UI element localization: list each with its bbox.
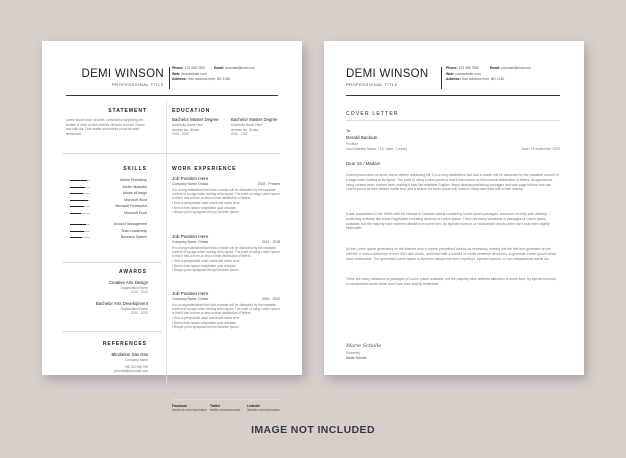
resume-page	[42, 41, 302, 413]
skill-label: Microsoft Word	[124, 197, 147, 202]
cover-letter-heading: COVER LETTER	[346, 111, 399, 117]
awards-heading: AWARDS	[119, 269, 147, 275]
skill-label: Adobe Photoshop	[120, 178, 147, 182]
signer-name: Marie Scholle	[346, 356, 367, 360]
skill-bar	[70, 193, 90, 194]
skill-bar-fill	[70, 187, 85, 188]
social-facebook: Facebook facebook.com/username	[172, 404, 207, 413]
job-dates: 2015 - Present	[257, 182, 280, 186]
job-title: Job Position Here	[172, 176, 209, 181]
letter-contact-left: Phone: 123 456 7890 Web: yourwebsite.com Address: Your address here, BD 1230	[446, 66, 505, 82]
skill-bar	[70, 206, 90, 207]
recipient-name: Derald Backum	[346, 135, 378, 140]
skill-label: Microsoft Excel	[124, 210, 147, 215]
job-company: Company Name, Dhaka	[172, 240, 209, 244]
letter-paragraph: There are many variations of passages of Lorem Ipsum available, but the majority have suffered alteration in some form, by injected humour, or randomised words which don't look even slightly believable.	[346, 277, 557, 286]
job-description: It is a long established fact that a reader will be distracted by the readable content of a page when looking at its layout. The point of using Lorem Ipsum is that it has a more-or-less normal distribution of letters.	[172, 245, 280, 259]
header-divider	[169, 67, 170, 89]
job-entry	[172, 234, 280, 272]
skill-bar	[70, 200, 90, 201]
section-rule	[62, 331, 162, 332]
skill-bar	[70, 187, 90, 188]
statement-heading: STATEMENT	[108, 108, 147, 114]
job-title: Job Position Here	[172, 291, 209, 296]
job-dates: 2014 - 2018	[261, 240, 280, 244]
skill-bar-fill	[70, 213, 81, 214]
skill-label: Account Management	[114, 222, 147, 226]
job-bullet: • Sed ut perspiciatis unde omnis iste natus error	[172, 201, 240, 206]
education-item: Bachelor Master Degree University Name Here Aenean leo, Dhaka 2010 - 2012	[231, 117, 278, 136]
job-company: Company Name, Dhaka	[172, 182, 209, 186]
award-item: Bachelor Arts Development Organization Name 2010 - 2012	[95, 301, 148, 315]
job-company: Company Name, Dhaka	[172, 297, 209, 301]
education-item: Bachelor Master Degree University Name Here Aenean leo, Dhaka 2010 - 2012	[172, 117, 219, 136]
skill-bar-fill	[70, 237, 82, 238]
references-heading: REFERENCES	[102, 341, 147, 347]
header-rule	[346, 95, 560, 96]
skill-label: Microsoft Powerpoint	[115, 204, 147, 208]
skills-heading: SKILLS	[123, 166, 147, 172]
section-rule	[172, 399, 280, 400]
resume-contact-email: Email: yourmail@mail.com	[214, 66, 255, 70]
letter-contact-email: Email: yourmail@mail.com	[490, 66, 531, 70]
experience-heading: WORK EXPERIENCE	[172, 166, 237, 172]
letter-date: Date: 15 september 2020	[521, 147, 560, 151]
job-bullet: • Nemo enim ipsam voluptatem quia voluptas	[172, 205, 236, 210]
education-heading: EDUCATION	[172, 108, 211, 114]
job-bullet: • Neque porro quisquam est qui dolorem ipsum	[172, 324, 239, 329]
job-bullet: • Neque porro quisquam est qui dolorem ipsum	[172, 267, 239, 272]
skill-label: Adobe InDesign	[122, 191, 147, 195]
skill-label: Team Leadership	[120, 228, 147, 233]
letter-to: To	[346, 128, 351, 133]
resume-professional-title: PROFESSIONAL TITLE	[112, 82, 164, 87]
job-bullet: • Neque porro quisquam est qui dolorem ipsum	[172, 209, 239, 214]
section-rule	[62, 262, 162, 263]
letter-paragraph: All the Lorem Ipsum generators on the Internet tend to repeat predefined chunks as necessary, making this the first true generator on the Internet. It uses a dictionary of over 200 Latin words, combined with a handful of model sentence structures, to generate Lorem Ipsum which looks reasonable. The generated Lorem Ipsum is therefore always free from repetition, injected humour, or non-characteristic words etc.	[346, 247, 557, 261]
salutation: Dear Sir / Madam	[346, 161, 381, 166]
job-dates: 2019 - 2020	[261, 297, 280, 301]
image-not-included-caption: IMAGE NOT INCLUDED	[251, 424, 375, 436]
skill-bar-fill	[70, 180, 87, 181]
award-item: Creative Arts Design Organization Name 2010 - 2012	[108, 280, 148, 294]
letter-paragraph: Lorem ipsum dolor sit amet, conse ctetuer adipiscing elit. It is a long established fact that a reader will be distracted by the readable content of a page when looking at its layout. The point of using Lorem Ipsum is that it has a more-or-less normal distribution of letters, as opposed to using content here, content here, making it look like readable English. Many desktop publishing packages and web page editors now use Lorem Ipsum as their default model text, and a search for lorem ipsum will uncover many web sites still in their infancy.	[346, 173, 559, 192]
job-bullet: • Sed ut perspiciatis unde omnis iste natus error	[172, 259, 240, 264]
job-description: It is a long established fact that a reader will be distracted by the readable content of a page when looking at its layout. The point of using Lorem Ipsum is that it has a more-or-less normal distribution of letters.	[172, 302, 280, 316]
skill-bar	[70, 231, 90, 232]
job-bullet: • Nemo enim ipsam voluptatem quia voluptas	[172, 263, 236, 268]
cover-letter-page	[324, 41, 584, 375]
recipient-title: Position	[346, 142, 359, 146]
job-entry	[172, 176, 280, 214]
skill-bar-fill	[70, 200, 88, 201]
closing: Sincerely	[346, 351, 360, 355]
skill-bar-fill	[70, 193, 83, 194]
header-rule	[66, 95, 278, 96]
skill-bar	[70, 237, 90, 238]
resume-name: DEMI WINSON	[81, 68, 164, 80]
letter-name: DEMI WINSON	[346, 68, 429, 80]
skill-bar	[70, 224, 90, 225]
section-rule	[346, 120, 560, 121]
statement-text: Lorem ipsum dolor sit amet, consectetur adipiscing elit. Nullam id dolor id nibh ultricies vehicula ut id elit. Donec sed odio dui. Cras mattis consectetur purus sit amet fermentum.	[66, 118, 145, 136]
skill-bar-fill	[70, 206, 84, 207]
skill-bar	[70, 180, 90, 181]
reference-item: Blindation Das Das Company Name +98 123 456 789 yourmail@yourmail.com	[111, 352, 148, 374]
skill-label: Business System	[120, 235, 147, 239]
job-description: It is a long established fact that a reader will be distracted by the readable content of a page when looking at its layout. The point of using Lorem Ipsum is that it has a more-or-less normal distribution of letters.	[172, 187, 280, 201]
skill-bar	[70, 213, 90, 214]
social-twitter: Twitter twitter.com/username	[210, 404, 241, 413]
resume-contact-left: Phone: 123 456 7890 Web: yourwebsite.com Address: Your address here, BD 1230	[172, 66, 231, 82]
recipient-address: Your Address Name, 123, State, Country	[346, 147, 408, 151]
section-rule	[62, 153, 280, 154]
job-bullet: • Nemo enim ipsam voluptatem quia voluptas	[172, 320, 236, 325]
social-linkedin: Linkedin linkedin.com/username	[247, 404, 280, 413]
skill-label: Adobe Illustrator	[122, 184, 147, 189]
header-divider	[441, 67, 442, 89]
job-entry	[172, 291, 280, 329]
letter-professional-title: PROFESSIONAL TITLE	[346, 82, 398, 87]
job-title: Job Position Here	[172, 234, 209, 239]
letter-paragraph: It was popularised in the 1960s with the release of Letraset sheets containing Lorem Ipsum passages, and more recently with desktop publishing software like Aldus PageMaker including versions of Lorem Ipsum. There are many variations of passages of Lorem Ipsum available, but the majority have suffered alteration in some form, by injected humour, or randomised words which don't look even slightly believable.	[346, 212, 550, 231]
skill-row	[42, 222, 302, 228]
skill-bar-fill	[70, 231, 84, 232]
skill-bar-fill	[70, 224, 86, 225]
job-bullet: • Sed ut perspiciatis unde omnis iste natus error	[172, 316, 240, 321]
signature-image: Marie Scholle	[346, 343, 382, 349]
